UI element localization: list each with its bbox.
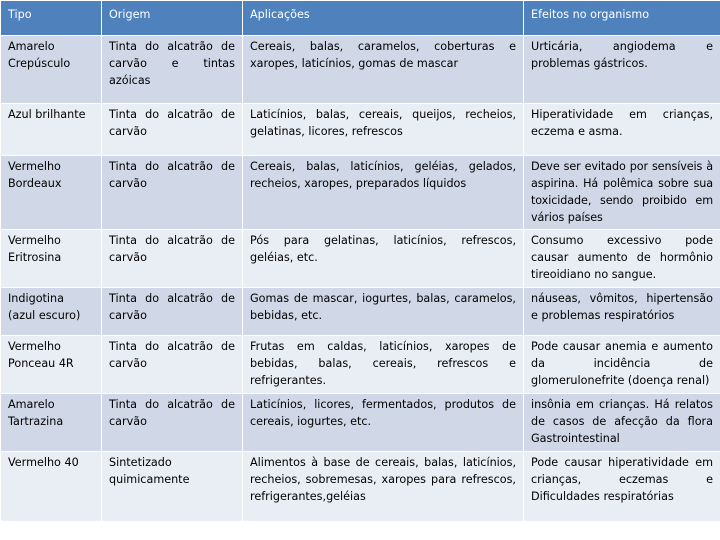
header-efeitos: Efeitos no organismo bbox=[524, 1, 720, 36]
table-row bbox=[1, 394, 720, 452]
cell-aplicacoes: Pós para gelatinas, laticínios, refrescos, geléias, etc. bbox=[243, 230, 524, 288]
cell-tipo: Indigotina (azul escuro) bbox=[1, 288, 102, 336]
cell-efeitos: Consumo excessivo pode causar aumento de hormônio tireoidiano no sangue. bbox=[524, 230, 720, 288]
cell-origem: Tinta do alcatrão de carvão bbox=[102, 230, 243, 288]
header-tipo: Tipo bbox=[1, 1, 102, 36]
table-row bbox=[1, 288, 720, 336]
cell-efeitos: Hiperatividade em crianças, eczema e asma. bbox=[524, 104, 720, 156]
cell-aplicacoes: Cereais, balas, laticínios, geléias, gelados, recheios, xaropes, preparados líquidos bbox=[243, 156, 524, 230]
header-origem: Origem bbox=[102, 1, 243, 36]
cell-tipo: Azul brilhante bbox=[1, 104, 102, 156]
cell-efeitos: Pode causar hiperatividade em crianças, eczemas e Dificuldades respiratórias bbox=[524, 452, 720, 522]
cell-origem: Tinta do alcatrão de carvão bbox=[102, 288, 243, 336]
cell-origem: Tinta do alcatrão de carvão bbox=[102, 104, 243, 156]
table-row bbox=[1, 36, 720, 104]
cell-tipo: Vermelho Eritrosina bbox=[1, 230, 102, 288]
table-row bbox=[1, 104, 720, 156]
cell-aplicacoes: Cereais, balas, caramelos, coberturas e xaropes, laticínios, gomas de mascar bbox=[243, 36, 524, 104]
table-row bbox=[1, 156, 720, 230]
cell-tipo: Vermelho Bordeaux bbox=[1, 156, 102, 230]
cell-origem: Sintetizado quimicamente bbox=[102, 452, 243, 522]
table-row bbox=[1, 336, 720, 394]
cell-aplicacoes: Laticínios, balas, cereais, queijos, recheios, gelatinas, licores, refrescos bbox=[243, 104, 524, 156]
cell-aplicacoes: Laticínios, licores, fermentados, produtos de cereais, iogurtes, etc. bbox=[243, 394, 524, 452]
cell-efeitos: Pode causar anemia e aumento da incidência de glomerulonefrite (doença renal) bbox=[524, 336, 720, 394]
cell-efeitos: insônia em crianças. Há relatos de casos de afecção da flora Gastrointestinal bbox=[524, 394, 720, 452]
cell-aplicacoes: Alimentos à base de cereais, balas, laticínios, recheios, sobremesas, xaropes para refrescos, refrigerantes,geléias bbox=[243, 452, 524, 522]
table-row bbox=[1, 230, 720, 288]
header-row bbox=[1, 1, 720, 36]
cell-aplicacoes: Frutas em caldas, laticínios, xaropes de bebidas, balas, cereais, refrescos e refrigerantes. bbox=[243, 336, 524, 394]
cell-efeitos: náuseas, vômitos, hipertensão e problemas respiratórios bbox=[524, 288, 720, 336]
cell-tipo: Amarelo Crepúsculo bbox=[1, 36, 102, 104]
cell-origem: Tinta do alcatrão de carvão e tintas azóicas bbox=[102, 36, 243, 104]
cell-efeitos: Deve ser evitado por sensíveis à aspirina. Há polêmica sobre sua toxicidade, sendo proibido em vários países bbox=[524, 156, 720, 230]
cell-origem: Tinta do alcatrão de carvão bbox=[102, 156, 243, 230]
cell-tipo: Amarelo Tartrazina bbox=[1, 394, 102, 452]
cell-aplicacoes: Gomas de mascar, iogurtes, balas, caramelos, bebidas, etc. bbox=[243, 288, 524, 336]
cell-tipo: Vermelho Ponceau 4R bbox=[1, 336, 102, 394]
header-aplicacoes: Aplicações bbox=[243, 1, 524, 36]
cell-origem: Tinta do alcatrão de carvão bbox=[102, 336, 243, 394]
cell-tipo: Vermelho 40 bbox=[1, 452, 102, 522]
table-row bbox=[1, 452, 720, 522]
cell-origem: Tinta do alcatrão de carvão bbox=[102, 394, 243, 452]
cell-efeitos: Urticária, angiodema e problemas gástricos. bbox=[524, 36, 720, 104]
